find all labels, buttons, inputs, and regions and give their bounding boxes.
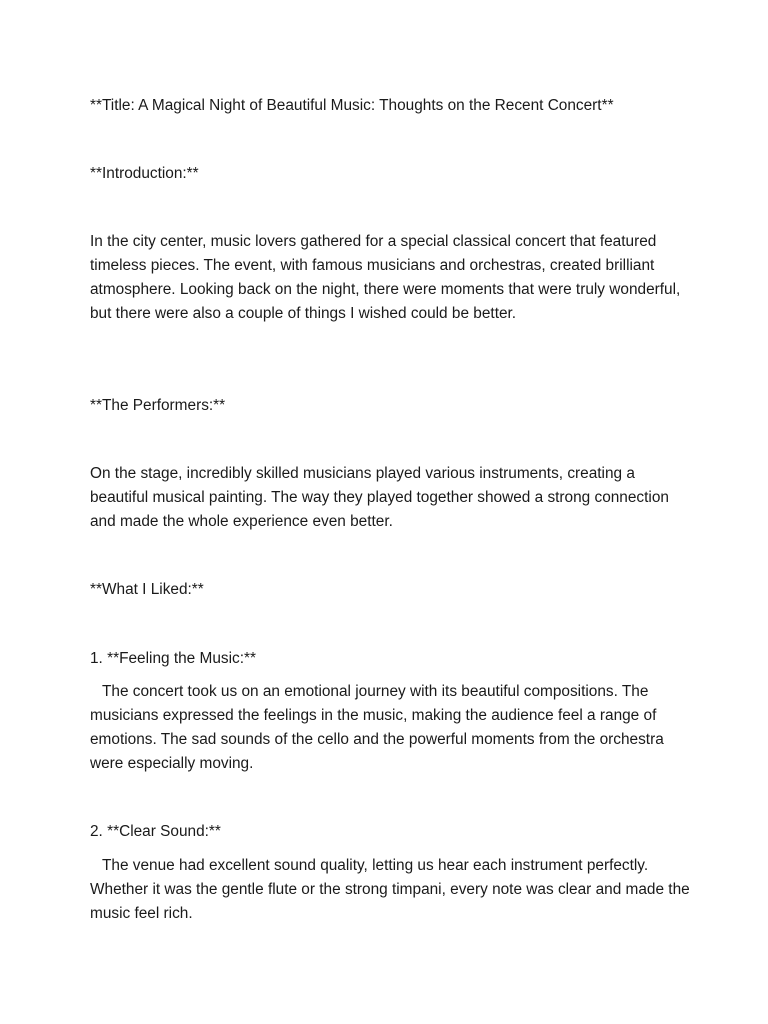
performers-paragraph: On the stage, incredibly skilled musicians played various instruments, creating a beautiful musical painting. The way they played together showed a strong connection and made the whole experience even better. bbox=[90, 465, 674, 530]
liked-item-paragraph: The concert took us on an emotional journey with its beautiful compositions. The musicians expressed the feelings in the music, making the audience feel a range of emotions. The sad sounds of the cello and the powerful moments from the orchestra were especially moving. bbox=[90, 683, 669, 772]
performers-heading: **The Performers:** bbox=[90, 397, 226, 414]
liked-item-heading: 1. **Feeling the Music:** bbox=[90, 650, 256, 667]
liked-heading: **What I Liked:** bbox=[90, 581, 204, 598]
introduction-paragraph: In the city center, music lovers gathered for a special classical concert that featured timeless pieces. The event, with famous musicians and orchestras, created brilliant atmosphere. Looking back on the night, there were moments that were truly wonderful, but there were also a couple of things I wished could be better. bbox=[90, 233, 685, 322]
liked-item-heading: 2. **Clear Sound:** bbox=[90, 823, 221, 840]
document-title: **Title: A Magical Night of Beautiful Music: Thoughts on the Recent Concert** bbox=[90, 97, 614, 114]
liked-item-paragraph: The venue had excellent sound quality, letting us hear each instrument perfectly. Whether it was the gentle flute or the strong timpani, every note was clear and made the music feel rich. bbox=[90, 857, 694, 922]
introduction-heading: **Introduction:** bbox=[90, 165, 199, 182]
